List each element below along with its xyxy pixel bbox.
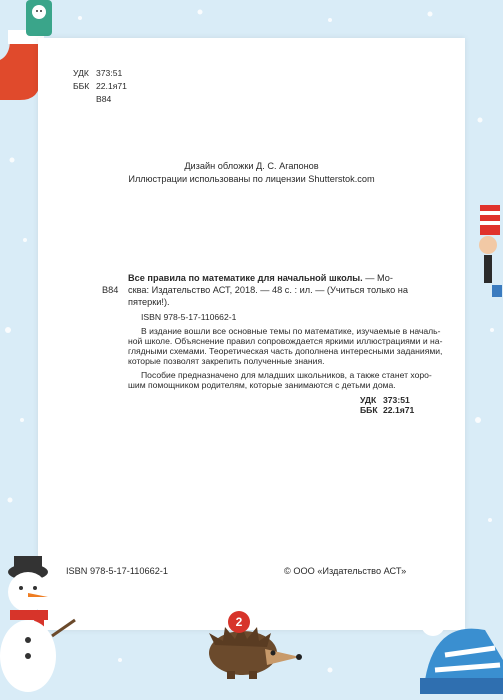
elf-illustration (470, 205, 503, 315)
catalog-code: В84 (102, 285, 119, 295)
catalog-isbn: ISBN 978-5-17-110662-1 (141, 312, 237, 322)
snowman-illustration (0, 556, 80, 700)
annotation-line: шим помощником родителям, которые занимаются с детьми дома. (128, 380, 396, 390)
bbk-value: 22.1я71 (383, 405, 415, 415)
annotation-line: которые позволят закрепить полученные знания. (128, 356, 325, 366)
udk-label: УДК (73, 68, 89, 78)
copyright: © ООО «Издательство АСТ» (284, 566, 407, 576)
udk-label: УДК (360, 395, 377, 405)
catalog-title-line-3: пятерки!). (128, 297, 170, 307)
cover-design-credit: Дизайн обложки Д. С. Агапонов (184, 161, 319, 171)
illustration-credit: Иллюстрации использованы по лицензии Shutterstok.com (128, 174, 375, 184)
catalog-title-line-1 (128, 272, 393, 284)
winter-hat-illustration (405, 600, 503, 700)
annotation-line: ной школе. Объяснение правил сопровождается яркими иллюстрациями и на- (128, 336, 443, 346)
author-code: В84 (96, 94, 112, 104)
udk-value: 373:51 (96, 68, 123, 78)
book-title: Все правила по математике для начальной школы. (128, 273, 363, 283)
annotation-line: Пособие предназначено для младших школьников, а также станет хоро- (141, 370, 432, 380)
hedgehog-illustration (205, 625, 305, 680)
annotation-line: В издание вошли все основные темы по математике, изучаемые в началь- (141, 326, 441, 336)
bbk-label: ББК (360, 405, 378, 415)
catalog-title-line-2: сква: Издательство АСТ, 2018. — 48 с. : ил. — (Учиться только на (128, 285, 408, 295)
footer-isbn: ISBN 978-5-17-110662-1 (66, 566, 168, 576)
page-number: 2 (228, 611, 250, 633)
book-page (38, 38, 465, 630)
bbk-value: 22.1я71 (96, 81, 127, 91)
udk-value: 373:51 (383, 395, 410, 405)
title-line-1-rest: — Мо- (362, 273, 393, 283)
annotation-line: глядными схемами. Теоретическая часть дополнена интересными заданиями, (128, 346, 443, 356)
bbk-label: ББК (73, 81, 90, 91)
